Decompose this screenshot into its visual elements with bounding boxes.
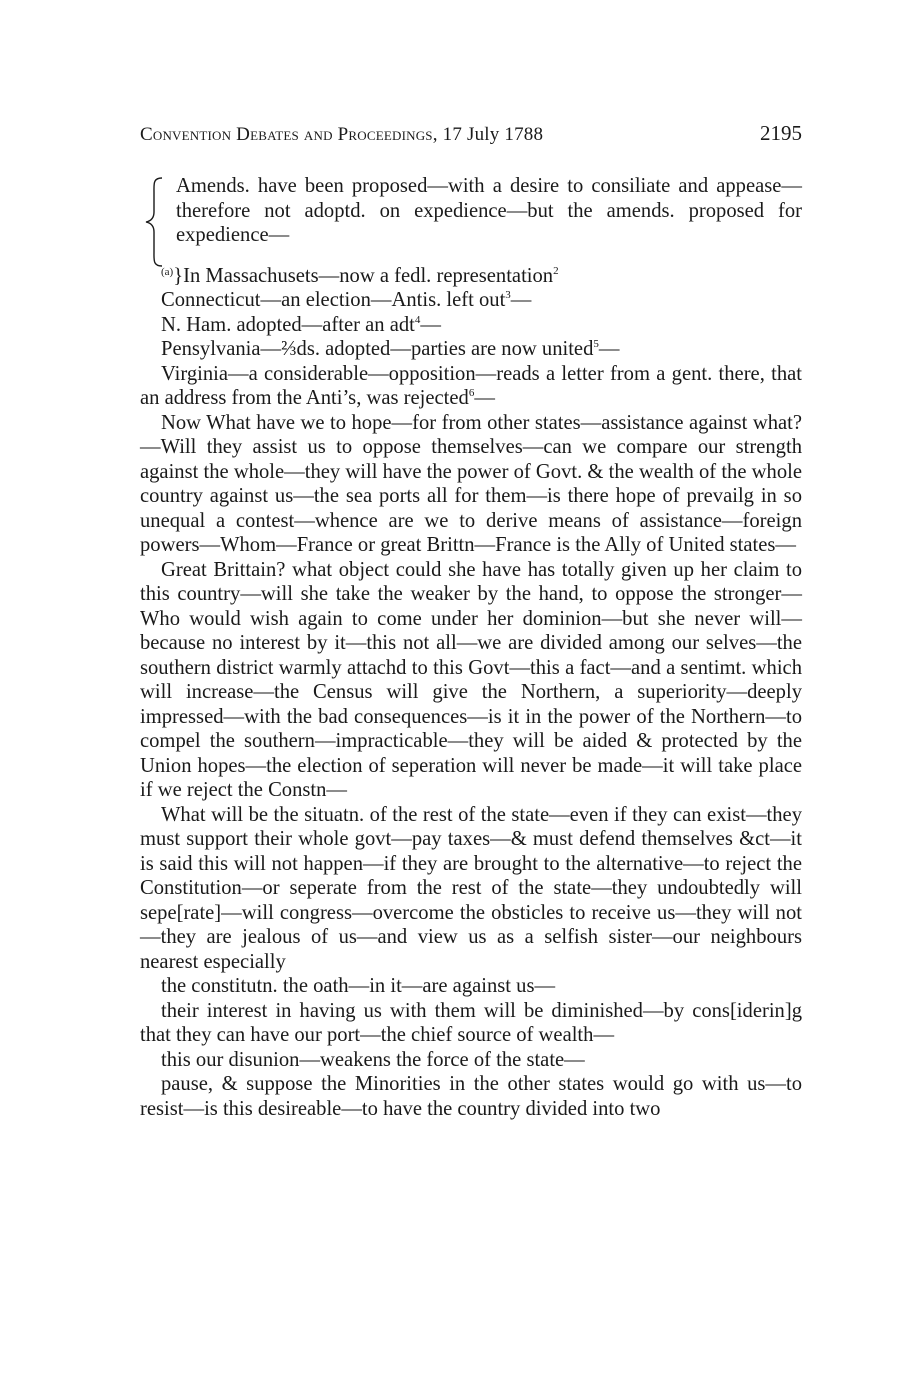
state-line-pennsylvania xyxy=(140,337,802,362)
footnote-ref: 6 xyxy=(468,387,475,399)
footnote-marker-a: (a) xyxy=(161,265,174,278)
state-line-text: Connecticut—an election—Antis. left out xyxy=(161,289,506,311)
paragraph: their interest in having us with them will be diminished—by cons[iderin]g that they can have our port—the chief source of wealth— xyxy=(140,999,802,1046)
state-line-new-hampshire xyxy=(140,313,802,338)
curly-brace-icon xyxy=(144,176,166,268)
short-line: the constitutn. the oath—in it—are against us— xyxy=(161,975,556,997)
paragraph: Great Brittain? what object could she have has totally given up her claim to this country—will she take the weaker by the hand, to oppose the stronger—Who would wish again to come under her dominion—but she never will—because no interest by it—this not all—we are divided among our selves—the southern district warmly attachd to this Govt—this a fact—and a sentimt. which will increase—the Census will give the Northern, a superiority—deeply impressed—with the bad consequences—is it in the power of the Northern—to compel the southern—impracticable—they will be aided & protected by the Union hopes—the election of seperation will never be made—it will take place if we reject the Constn— xyxy=(140,558,802,801)
document-page xyxy=(140,118,802,1121)
state-line-text: Pensylvania—⅔ds. adopted—parties are now united xyxy=(161,338,594,360)
state-line-massachusetts xyxy=(140,264,802,289)
running-head-title-prefix: Convention Debates and Proceedings, xyxy=(140,124,438,145)
running-head-date: 17 July 1788 xyxy=(442,124,544,145)
state-line-text: }In Massachusets—now a fedl. representation xyxy=(173,264,554,287)
state-line-text: N. Ham. adopted—after an adt xyxy=(161,313,415,336)
dash: — xyxy=(420,313,441,336)
page-number: 2195 xyxy=(760,121,802,145)
running-head-title xyxy=(140,120,543,150)
bracketed-note xyxy=(140,174,802,248)
paragraph: Now What have we to hope—for from other states—assistance against what?—Will they assist us to oppose themselves—can we compare our strength against the whole—they will have the power of Govt. & the wealth of the whole country against us—the sea ports all for them—is there hope of prevailg in so unequal a contest—whence are we to derive means of assistance—foreign powers—Whom—France or great Brittn—France is the Ally of United states— xyxy=(140,411,802,556)
footnote-ref: 5 xyxy=(593,338,599,350)
dash: — xyxy=(598,338,620,360)
footnote-ref: 4 xyxy=(414,313,421,326)
running-head xyxy=(140,118,802,150)
state-line-virginia xyxy=(140,362,802,411)
state-line-connecticut xyxy=(140,288,802,313)
paragraph: What will be the situatn. of the rest of the state—even if they can exist—they must support their whole govt—pay taxes—& must defend themselves &ct—it is said this will not happen—if they are brought to the alternative—to reject the Constitution—or seperate from the rest of the state—they undoubtedly will sepe[rate]—will congress—overcome the obsticles to receive us—they will not—they are jealous of us—and view us as a selfish sister—our neighbours nearest especially xyxy=(140,803,802,973)
short-line: this our disunion—weakens the force of the state— xyxy=(161,1048,585,1071)
state-line-text: Virginia—a considerable—opposition—reads a letter from a gent. there, that an address from the Anti’s, was rejected xyxy=(140,362,802,409)
footnote-ref: 3 xyxy=(505,289,511,301)
paragraph: pause, & suppose the Minorities in the other states would go with us—to resist—is this desireable—to have the country divided into two xyxy=(140,1073,802,1120)
dash: — xyxy=(510,289,532,311)
dash: — xyxy=(474,387,495,409)
footnote-ref: 2 xyxy=(553,264,559,277)
bracketed-note-text: Amends. have been proposed—with a desire to consiliate and appease—therefore not adoptd. on expedience—but the amends. proposed for expedience— xyxy=(176,175,802,246)
body-text xyxy=(140,174,802,1121)
